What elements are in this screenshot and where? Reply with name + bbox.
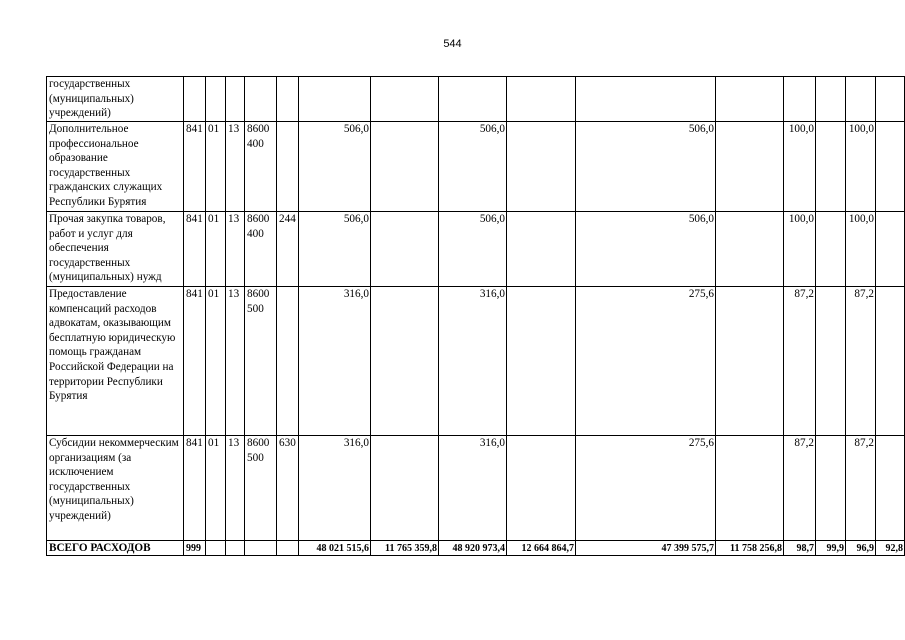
table-row: Дополнительное профессиональное образование государственных гражданских служащих Республики Бурятия 841 01 13 8600 400 506,0 506,0 506,0 100,0 100,0	[47, 122, 905, 212]
row-name: Предоставление компенсаций расходов адвокатам, оказывающим бесплатную юридическую помощь гражданам Российской Федерации на территории Республики Бурятия	[47, 287, 184, 436]
table-row: Предоставление компенсаций расходов адвокатам, оказывающим бесплатную юридическую помощь гражданам Российской Федерации на территории Республики Бурятия 841 01 13 8600 500 316,0 316,0 275,6 87,2 87,2	[47, 287, 905, 436]
total-row: ВСЕГО РАСХОДОВ 999 48 021 515,6 11 765 359,8 48 920 973,4 12 664 864,7 47 399 575,7 11 758 256,8 98,7 99,9 96,9 92,8	[47, 541, 905, 556]
total-label: ВСЕГО РАСХОДОВ	[47, 541, 184, 556]
row-name: Субсидии некоммерческим организациям (за исключением государственных (муниципальных) учреждений)	[47, 436, 184, 541]
row-name: государственных (муниципальных) учреждений)	[47, 77, 184, 122]
table-row	[47, 77, 905, 122]
page-number: 544	[443, 38, 462, 50]
row-name: Дополнительное профессиональное образование государственных гражданских служащих Республики Бурятия	[47, 122, 184, 212]
table-row: Субсидии некоммерческим организациям (за исключением государственных (муниципальных) учреждений) 841 01 13 8600 500 630 316,0 316,0 275,6 87,2 87,2	[47, 436, 905, 541]
table-row: Прочая закупка товаров, работ и услуг для обеспечения государственных (муниципальных) нужд 841 01 13 8600 400 244 506,0 506,0 506,0 100,0 100,0	[47, 212, 905, 287]
budget-table	[46, 76, 905, 556]
row-name: Прочая закупка товаров, работ и услуг для обеспечения государственных (муниципальных) нужд	[47, 212, 184, 287]
